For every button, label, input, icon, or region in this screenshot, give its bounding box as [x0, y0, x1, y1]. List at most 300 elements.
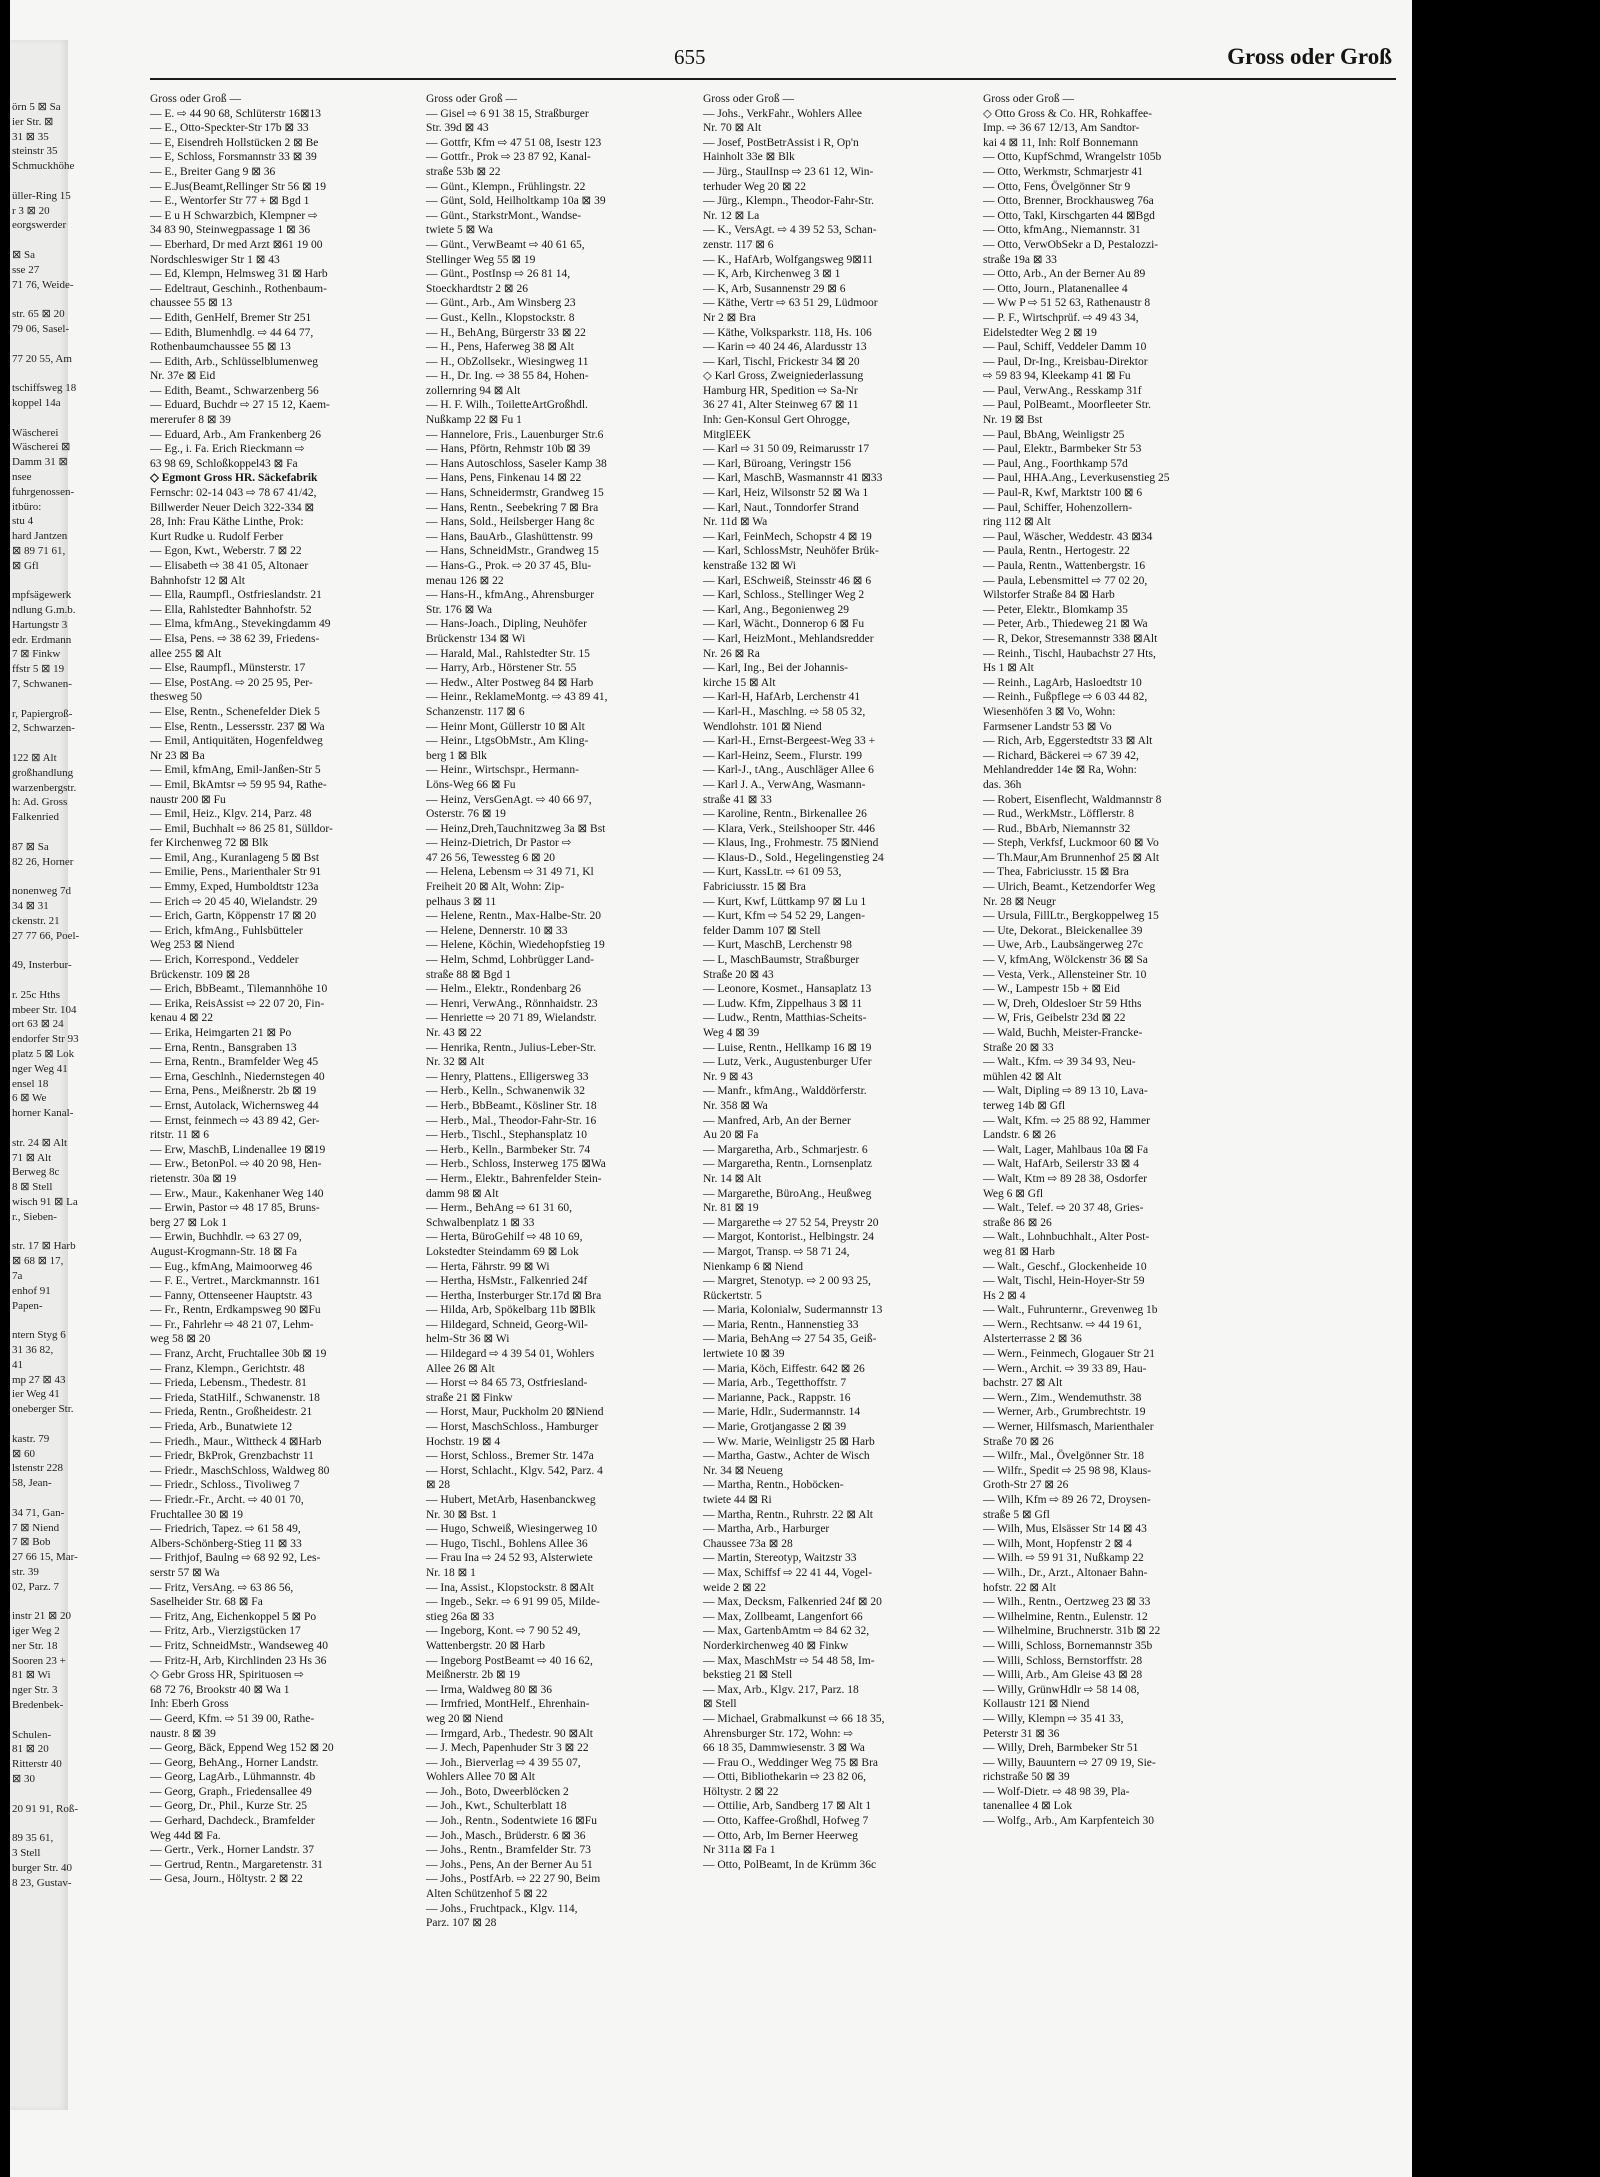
- directory-entry: — Wilh., Dr., Arzt., Altonaer Bahn-: [983, 1566, 1148, 1579]
- directory-entry: Weg 253 ⊠ Niend: [150, 939, 235, 952]
- binding-fragment: [12, 973, 68, 988]
- directory-entry: — Fr., Fahrlehr ⇨ 48 21 07, Lehm-: [150, 1318, 314, 1331]
- directory-entry: — Steph, Verkfsf, Luckmoor 60 ⊠ Vo: [983, 837, 1159, 850]
- directory-entry: Osterstr. 76 ⊠ 19: [426, 808, 506, 821]
- directory-entry: ritstr. 11 ⊠ 6: [150, 1129, 210, 1142]
- binding-fragment: nger Str. 3: [12, 1684, 58, 1697]
- directory-entry: berg 27 ⊠ Lok 1: [150, 1216, 228, 1229]
- directory-entry: — Herta, BüroGehilf ⇨ 48 10 69,: [426, 1231, 583, 1244]
- directory-entry: — Heinz-Dietrich, Dr Pastor ⇨: [426, 837, 572, 850]
- directory-entry: — Max, Decksm, Falkenried 24f ⊠ 20: [703, 1596, 882, 1609]
- directory-entry: — Hannelore, Fris., Lauenburger Str.6: [426, 428, 604, 441]
- directory-entry: — Karl, MaschB, Wasmannstr 41 ⊠33: [703, 472, 883, 485]
- binding-fragment: ner Str. 18: [12, 1639, 58, 1652]
- directory-entry: kenau 4 ⊠ 22: [150, 1012, 213, 1025]
- directory-entry: — Paula, Lebensmittel ⇨ 77 02 20,: [983, 574, 1148, 587]
- directory-entry: Fruchtallee 30 ⊠ 19: [150, 1508, 243, 1521]
- directory-entry: — Martin, Stereotyp, Waitzstr 33: [703, 1552, 857, 1565]
- directory-entry: — Maria, Rentn., Hannenstieg 33: [703, 1318, 859, 1331]
- directory-entry: — Karl-H., Ernst-Bergeest-Weg 33 +: [703, 735, 876, 748]
- directory-entry: Bahnhofstr 12 ⊠ Alt: [150, 574, 245, 587]
- directory-entry: — E, Schloss, Forsmannstr 33 ⊠ 39: [150, 151, 317, 164]
- directory-entry: — Henrika, Rentn., Julius-Leber-Str.: [426, 1041, 597, 1054]
- binding-fragment: [12, 1787, 68, 1802]
- directory-entry: helm-Str 36 ⊠ Wi: [426, 1333, 510, 1346]
- directory-entry: — Fritz, Arb., Vierzigstücken 17: [150, 1625, 301, 1638]
- directory-entry: — Helena, Lebensm ⇨ 31 49 71, Kl: [426, 866, 594, 879]
- binding-fragment: mbeer Str. 104: [12, 1003, 77, 1016]
- directory-entry: terhuder Weg 20 ⊠ 22: [703, 180, 807, 193]
- binding-fragment: str. 65 ⊠ 20: [12, 308, 65, 321]
- directory-entry: chaussee 55 ⊠ 13: [150, 297, 233, 310]
- directory-entry: — Egon, Kwt., Weberstr. 7 ⊠ 22: [150, 545, 302, 558]
- directory-entry: — Emmy, Exped, Humboldtstr 123a: [150, 881, 319, 894]
- directory-entry: — Reinh., Tischl, Haubachstr 27 Hts,: [983, 647, 1156, 660]
- directory-entry: — Franz, Klempn., Gerichtstr. 48: [150, 1362, 305, 1375]
- directory-entry: — Karin ⇨ 40 24 46, Alardusstr 13: [703, 341, 867, 354]
- directory-entry: Alsterterrasse 2 ⊠ 36: [983, 1333, 1082, 1346]
- binding-fragment: 41: [12, 1358, 23, 1371]
- directory-entry: — Günt., Arb., Am Winsberg 23: [426, 297, 576, 310]
- directory-entry: twiete 44 ⊠ Ri: [703, 1494, 772, 1506]
- binding-fragment: ⊠ Gfl: [12, 559, 39, 572]
- directory-entry: — E. ⇨ 44 90 68, Schlüterstr 16⊠13: [150, 107, 321, 120]
- directory-entry: — Heinz,Dreh,Tauchnitzweg 3a ⊠ Bst: [426, 822, 606, 835]
- directory-entry: — Otto, VerwObSekr a D, Pestalozzi-: [983, 238, 1159, 251]
- directory-entry: — Friedr., MaschSchloss, Waldweg 80: [150, 1464, 330, 1477]
- directory-entry: — Friedrich, Tapez. ⇨ 61 58 49,: [150, 1523, 301, 1536]
- directory-entry: — Emil, Buchhalt ⇨ 86 25 81, Sülldor-: [150, 822, 333, 835]
- binding-fragment: 58, Jean-: [12, 1477, 52, 1490]
- directory-entry: — Willy, Klempn ⇨ 35 41 33,: [983, 1712, 1124, 1725]
- directory-entry: — Kurt, Kwf, Lüttkamp 97 ⊠ Lu 1: [703, 895, 867, 908]
- binding-fragment: 27 77 66, Poel-: [12, 929, 80, 942]
- directory-entry: — Reinh., LagArb, Hasloedtstr 10: [983, 676, 1142, 689]
- directory-entry: — Wern., Rechtsanw. ⇨ 44 19 61,: [983, 1318, 1142, 1331]
- directory-entry: — Frithjof, Baulng ⇨ 68 92 92, Les-: [150, 1552, 321, 1565]
- directory-entry: Alten Schützenhof 5 ⊠ 22: [426, 1888, 548, 1901]
- directory-entry: — Paul, Wäscher, Weddestr. 43 ⊠34: [983, 530, 1153, 543]
- directory-entry: — Hertha, Insterburger Str.17d ⊠ Bra: [426, 1289, 602, 1302]
- directory-entry: — Paula, Rentn., Hertogestr. 22: [983, 545, 1130, 558]
- directory-entry: — Hans-Joach., Dipling, Neuhöfer: [426, 618, 587, 631]
- binding-fragment: ort 63 ⊠ 24: [12, 1018, 64, 1031]
- directory-entry: — Heinr., ReklameMontg. ⇨ 43 89 41,: [426, 691, 608, 704]
- directory-entry: pelhaus 3 ⊠ 11: [426, 895, 497, 908]
- directory-entry: Nr 2 ⊠ Bra: [703, 311, 756, 324]
- binding-fragment: ⊠ 89 71 61,: [12, 544, 66, 557]
- binding-fragment: 71 ⊠ Alt: [12, 1151, 52, 1164]
- directory-entry: allee 255 ⊠ Alt: [150, 647, 222, 660]
- directory-column-4: [983, 92, 1259, 2102]
- directory-entry: — Herb., Schloss, Insterweg 175 ⊠Wa: [426, 1158, 606, 1171]
- directory-entry: — Vesta, Verk., Allensteiner Str. 10: [983, 968, 1147, 981]
- directory-entry: bekstieg 21 ⊠ Stell: [703, 1669, 793, 1682]
- binding-fragment: ier Str. ⊠: [12, 115, 54, 128]
- directory-entry: Peterstr 31 ⊠ 36: [983, 1727, 1060, 1740]
- directory-entry: — Eg., i. Fa. Erich Rieckmann ⇨: [150, 443, 305, 456]
- directory-entry: — Georg, BehAng., Horner Landstr.: [150, 1756, 319, 1769]
- directory-entry: Höltystr. 2 ⊠ 22: [703, 1785, 779, 1798]
- directory-entry: — Walt, HafArb, Seilerstr 33 ⊠ 4: [983, 1158, 1140, 1171]
- directory-entry: — Richard, Bäckerei ⇨ 67 39 42,: [983, 749, 1139, 762]
- directory-entry: — Max, Arb., Klgv. 217, Parz. 18: [703, 1683, 859, 1696]
- binding-fragment: örn 5 ⊠ Sa: [12, 101, 61, 113]
- directory-entry: — Erika, Heimgarten 21 ⊠ Po: [150, 1027, 292, 1039]
- directory-entry: Straße 20 ⊠ 43: [703, 968, 774, 981]
- binding-fragment: [12, 1816, 68, 1831]
- directory-entry: — Edeltraut, Geschinh., Rothenbaum-: [150, 282, 327, 295]
- binding-fragment: 87 ⊠ Sa: [12, 840, 49, 853]
- directory-entry: — Michael, Grabmalkunst ⇨ 66 18 35,: [703, 1712, 885, 1725]
- binding-fragment: 77 20 55, Am: [12, 352, 72, 365]
- directory-entry: Hainholt 33e ⊠ Blk: [703, 151, 795, 164]
- directory-entry: — Erw., BetonPol. ⇨ 40 20 98, Hen-: [150, 1158, 322, 1171]
- directory-entry: — Karl, HeizMont., Mehlandsredder: [703, 632, 874, 645]
- directory-entry: — Paul-R, Kwf, Marktstr 100 ⊠ 6: [983, 487, 1143, 500]
- directory-entry: ring 112 ⊠ Alt: [983, 516, 1051, 529]
- directory-entry: — Karl, Wächt., Donnerop 6 ⊠ Fu: [703, 618, 865, 631]
- binding-fragment: itbüro:: [12, 500, 42, 513]
- directory-entry: — Gesa, Journ., Höltystr. 2 ⊠ 22: [150, 1873, 303, 1886]
- binding-fragment: [12, 1594, 68, 1609]
- directory-entry: — Erw, MaschB, Lindenallee 19 ⊠19: [150, 1143, 326, 1156]
- binding-fragment: 27 66 15, Mar-: [12, 1551, 78, 1564]
- directory-entry: Nr. 30 ⊠ Bst. 1: [426, 1508, 497, 1521]
- directory-entry: Nr. 18 ⊠ 1: [426, 1566, 476, 1579]
- directory-entry: — Hans Autoschloss, Saseler Kamp 38: [426, 457, 607, 470]
- directory-entry: — Erich, Korrespond., Veddeler: [150, 954, 299, 967]
- directory-entry: straße 5 ⊠ Gfl: [983, 1508, 1050, 1521]
- binding-fragment: edr. Erdmann: [12, 633, 72, 646]
- binding-fragment: großhandlung: [12, 766, 74, 779]
- binding-fragment: 8 ⊠ Stell: [12, 1181, 53, 1194]
- directory-entry: — Manfr., kfmAng., Walddörferstr.: [703, 1085, 867, 1098]
- directory-entry: — Irma, Waldweg 80 ⊠ 36: [426, 1683, 553, 1696]
- directory-entry: — Leonore, Kosmet., Hansaplatz 13: [703, 983, 872, 996]
- directory-entry: — Heinr., Wirtschspr., Hermann-: [426, 764, 579, 777]
- directory-entry: — Günt, Sold, Heilholtkamp 10a ⊠ 39: [426, 195, 606, 208]
- previous-page-edge: [10, 40, 80, 2110]
- directory-entry: Farmsener Landstr 53 ⊠ Vo: [983, 720, 1112, 733]
- binding-fragment: [12, 411, 68, 426]
- directory-entry: — Paul, Ang., Foorthkamp 57d: [983, 457, 1128, 470]
- directory-entry: — Karl-H, HafArb, Lerchenstr 41: [703, 691, 861, 704]
- binding-fragment: ndlung G.m.b.: [12, 604, 76, 617]
- binding-fragment: nger Weg 41: [12, 1062, 68, 1075]
- directory-entry: — Günt., PostInsp ⇨ 26 81 14,: [426, 268, 571, 281]
- running-head: Gross oder Groß: [1227, 44, 1392, 69]
- directory-entry: — Wern., Zim., Wendemuthstr. 38: [983, 1391, 1142, 1404]
- directory-entry: Wilstorfer Straße 84 ⊠ Harb: [983, 589, 1115, 602]
- directory-entry: — Max, Zollbeamt, Langenfort 66: [703, 1610, 863, 1623]
- directory-entry: — Heinr Mont, Güllerstr 10 ⊠ Alt: [426, 720, 585, 733]
- directory-entry: — Otto, KupfSchmd, Wrangelstr 105b: [983, 151, 1162, 164]
- directory-entry: — Walt., Lohnbuchhalt., Alter Post-: [983, 1231, 1150, 1244]
- directory-entry: — W, Fris, Geibelstr 23d ⊠ 22: [983, 1012, 1126, 1025]
- binding-fragment: Falkenried: [12, 811, 60, 824]
- directory-entry: Billwerder Neuer Deich 322-334 ⊠: [150, 501, 315, 514]
- directory-entry: — Erna, Rentn., Bramfelder Weg 45: [150, 1056, 319, 1069]
- directory-entry: — H., Dr. Ing. ⇨ 38 55 84, Hohen-: [426, 370, 589, 383]
- directory-entry: Hs 1 ⊠ Alt: [983, 662, 1034, 675]
- directory-entry: — Henri, VerwAng., Rönnhaidstr. 23: [426, 997, 598, 1010]
- directory-entry: Straße 70 ⊠ 26: [983, 1435, 1054, 1448]
- directory-entry: — Robert, Eisenflecht, Waldmannstr 8: [983, 793, 1162, 806]
- header-rule: [150, 78, 1396, 80]
- directory-entry: Saselheider Str. 68 ⊠ Fa: [150, 1596, 263, 1609]
- directory-entry: — Emil, Heiz., Klgv. 214, Parz. 48: [150, 808, 312, 821]
- directory-entry: — Joh., Bierverlag ⇨ 4 39 55 07,: [426, 1756, 581, 1769]
- directory-entry: — Uwe, Arb., Laubsängerweg 27c: [983, 939, 1143, 952]
- directory-entry: — Johs., Rentn., Bramfelder Str. 73: [426, 1844, 591, 1857]
- directory-entry: — Helm, Schmd, Lohbrügger Land-: [426, 954, 594, 967]
- binding-fragment: eorgswerder: [12, 219, 67, 232]
- binding-fragment: ier Weg 41: [12, 1388, 60, 1401]
- directory-entry: — Käthe, Volksparkstr. 118, Hs. 106: [703, 326, 872, 339]
- directory-entry: felder Damm 107 ⊠ Stell: [703, 924, 821, 937]
- directory-entry: — Fritz-H, Arb, Kirchlinden 23 Hs 36: [150, 1654, 327, 1667]
- directory-entry: — Eug., kfmAng, Maimoorweg 46: [150, 1260, 312, 1273]
- directory-entry: — Paul, Schiff, Veddeler Damm 10: [983, 341, 1147, 354]
- directory-entry: — W, Dreh, Oldesloer Str 59 Hths: [983, 997, 1142, 1010]
- directory-entry: Landstr. 6 ⊠ 26: [983, 1129, 1056, 1142]
- binding-fragment: tschiffsweg 18: [12, 382, 77, 395]
- directory-entry: — Gertrud, Rentn., Margaretenstr. 31: [150, 1858, 323, 1871]
- binding-fragment: instr 21 ⊠ 20: [12, 1610, 72, 1623]
- directory-entry: — Rud., BbArb, Niemannstr 32: [983, 822, 1131, 835]
- directory-entry: — Wilfr., Mal., Övelgönner Str. 18: [983, 1450, 1144, 1463]
- directory-entry: — Karl J. A., VerwAng, Wasmann-: [703, 778, 866, 791]
- directory-entry: ⊠ Stell: [703, 1698, 737, 1711]
- directory-entry: — Else, Raumpfl., Münsterstr. 17: [150, 662, 306, 675]
- directory-entry: Nr. 81 ⊠ 19: [703, 1202, 759, 1215]
- directory-entry: — Käthe, Vertr ⇨ 63 51 29, Lüdmoor: [703, 297, 878, 310]
- binding-fragment: steinstr 35: [12, 145, 58, 158]
- directory-entry: — R, Dekor, Stresemannstr 338 ⊠Alt: [983, 632, 1158, 645]
- directory-entry: weg 58 ⊠ 20: [150, 1333, 211, 1346]
- directory-entry: Brückenstr. 109 ⊠ 28: [150, 968, 250, 981]
- directory-entry: — H., Pens, Haferweg 38 ⊠ Alt: [426, 341, 574, 354]
- directory-entry: Weg 6 ⊠ Gfl: [983, 1187, 1044, 1200]
- directory-entry: zollernring 94 ⊠ Alt: [426, 384, 521, 397]
- binding-fragment: Ritterstr 40: [12, 1758, 62, 1771]
- directory-entry: — Irmfried, MontHelf., Ehrenhain-: [426, 1698, 590, 1711]
- directory-entry: straße 53b ⊠ 22: [426, 165, 501, 178]
- binding-fragment: ⊠ 68 ⊠ 17,: [12, 1255, 64, 1268]
- directory-entry: — Wilh, Mus, Elsässer Str 14 ⊠ 43: [983, 1523, 1147, 1536]
- directory-entry: Wiesenhöfen 3 ⊠ Vo, Wohn:: [983, 705, 1116, 718]
- directory-entry: — Hans, Sold., Heilsberger Hang 8c: [426, 516, 595, 529]
- directory-entry: — Otto, Brenner, Brockhausweg 76a: [983, 195, 1154, 208]
- directory-entry: — Walt, Ktm ⇨ 89 28 38, Osdorfer: [983, 1172, 1148, 1185]
- directory-entry: — Edith, Arb., Schlüsselblumenweg: [150, 355, 319, 368]
- binding-fragment: 20 91 91, Roß-: [12, 1802, 78, 1815]
- directory-entry: — Ursula, FillLtr., Bergkoppelweg 15: [983, 910, 1159, 923]
- directory-entry: Str. 176 ⊠ Wa: [426, 603, 493, 616]
- directory-entry: — Wilfr., Spedit ⇨ 25 98 98, Klaus-: [983, 1464, 1152, 1477]
- directory-entry: — Horst, Maur, Puckholm 20 ⊠Niend: [426, 1406, 604, 1419]
- directory-entry: — Otti, Bibliothekarin ⇨ 23 82 06,: [703, 1771, 866, 1784]
- directory-entry: — Paul, HHA.Ang., Leverkusenstieg 25: [983, 472, 1170, 485]
- directory-entry: — Jürg., Klempn., Theodor-Fahr-Str.: [703, 195, 874, 208]
- directory-entry: Nr. 43 ⊠ 22: [426, 1027, 482, 1039]
- directory-entry: Ahrensburger Str. 172, Wohn: ⇨: [703, 1727, 854, 1740]
- directory-entry: — W., Lampestr 15b + ⊠ Eid: [983, 983, 1120, 996]
- binding-fragment: 6 ⊠ We: [12, 1092, 47, 1105]
- binding-fragment: nsee: [12, 470, 32, 483]
- directory-entry: thesweg 50: [150, 691, 203, 704]
- directory-entry: — Karl, FeinMech, Schopstr 4 ⊠ 19: [703, 530, 872, 543]
- directory-entry: — Josef, PostBetrAssist i R, Op'n: [703, 136, 859, 149]
- directory-entry: — Margaretha, Arb., Schmarjestr. 6: [703, 1143, 868, 1156]
- directory-entry: — Maria, Kolonialw, Sudermannstr 13: [703, 1304, 883, 1317]
- directory-entry: — Johs., Fruchtpack., Klgv. 114,: [426, 1902, 578, 1915]
- binding-fragment: [12, 292, 68, 307]
- binding-fragment: 7 ⊠ Finkw: [12, 648, 61, 661]
- binding-fragment: Damm 31 ⊠: [12, 456, 68, 469]
- directory-entry: — Maria, Köch, Eiffestr. 642 ⊠ 26: [703, 1362, 865, 1375]
- directory-entry: — H. F. Wilh., ToiletteArtGroßhdl.: [426, 399, 588, 412]
- binding-fragment: kastr. 79: [12, 1432, 50, 1445]
- binding-fragment: [12, 174, 68, 189]
- binding-fragment: 7 ⊠ Bob: [12, 1536, 51, 1549]
- directory-entry: — Wolf-Dietr. ⇨ 48 98 39, Pla-: [983, 1785, 1130, 1798]
- directory-entry: — Kurt, Kfm ⇨ 54 52 29, Langen-: [703, 910, 865, 923]
- directory-entry: rietenstr. 30a ⊠ 19: [150, 1172, 237, 1185]
- binding-fragment: nonenweg 7d: [12, 885, 71, 898]
- binding-fragment: Sooren 23 +: [12, 1654, 66, 1667]
- directory-entry: — Fanny, Ottenseener Hauptstr. 43: [150, 1289, 313, 1302]
- directory-entry: — Ella, Rahlstedter Bahnhofstr. 52: [150, 603, 312, 616]
- directory-entry: bachstr. 27 ⊠ Alt: [983, 1377, 1063, 1390]
- directory-entry: Wattenbergstr. 20 ⊠ Harb: [426, 1639, 545, 1652]
- directory-entry: — Else, Rentn., Schenefelder Diek 5: [150, 705, 320, 718]
- binding-fragment: r. 25c Hths: [12, 988, 60, 1001]
- directory-entry: — Georg, Graph., Friedensallee 49: [150, 1785, 312, 1798]
- directory-entry: berg 1 ⊠ Blk: [426, 749, 487, 762]
- directory-entry: — Karoline, Rentn., Birkenallee 26: [703, 808, 867, 821]
- binding-fragment: ntern Styg 6: [12, 1329, 66, 1342]
- binding-fragment: mp 27 ⊠ 43: [12, 1373, 66, 1386]
- directory-entry: Hochstr. 19 ⊠ 4: [426, 1435, 501, 1448]
- directory-entry: Nienkamp 6 ⊠ Niend: [703, 1260, 804, 1273]
- directory-entry: — K, Arb, Susannenstr 29 ⊠ 6: [703, 282, 846, 295]
- directory-entry: — Wilhelmine, Bruchnerstr. 31b ⊠ 22: [983, 1625, 1161, 1638]
- directory-entry: — Fr., Rentn, Erdkampsweg 90 ⊠Fu: [150, 1304, 321, 1317]
- directory-entry: — Hans, Schneidermstr, Grandweg 15: [426, 487, 604, 500]
- directory-entry: das. 36h: [983, 778, 1022, 791]
- directory-entry: — Karl ⇨ 31 50 09, Reimarusstr 17: [703, 443, 870, 456]
- directory-entry: — Hilda, Arb, Spökelbarg 11b ⊠Blk: [426, 1304, 596, 1317]
- directory-entry: — Else, Rentn., Lessersstr. 237 ⊠ Wa: [150, 720, 325, 733]
- binding-fragment: warzenbergstr.: [12, 781, 77, 794]
- directory-entry: Gross oder Groß —: [983, 93, 1075, 105]
- directory-entry: — Hugo, Schweiß, Wiesingerweg 10: [426, 1523, 598, 1536]
- directory-entry: — Frau Ina ⇨ 24 52 93, Alsterwiete: [426, 1552, 593, 1565]
- directory-entry: Allee 26 ⊠ Alt: [426, 1362, 495, 1375]
- directory-entry: — Gust., Kelln., Klopstockstr. 8: [426, 311, 575, 324]
- directory-entry: straße 88 ⊠ Bgd 1: [426, 968, 512, 981]
- directory-entry: — Marie, Grotjangasse 2 ⊠ 39: [703, 1421, 847, 1434]
- binding-fragment: 31 36 82,: [12, 1343, 54, 1356]
- directory-entry: Schanzenstr. 117 ⊠ 6: [426, 705, 525, 718]
- directory-entry: — Joh., Rentn., Sodentwiete 16 ⊠Fu: [426, 1815, 597, 1828]
- directory-entry: — Joh., Kwt., Schulterblatt 18: [426, 1800, 567, 1813]
- binding-fragment: iger Weg 2: [12, 1625, 60, 1638]
- directory-entry: Straße 20 ⊠ 33: [983, 1041, 1054, 1054]
- directory-entry: tanenallee 4 ⊠ Lok: [983, 1800, 1073, 1813]
- directory-entry: Weg 4 ⊠ 39: [703, 1027, 760, 1039]
- directory-entry: — Wald, Buchh, Meister-Francke-: [983, 1027, 1143, 1039]
- directory-entry: hofstr. 22 ⊠ Alt: [983, 1581, 1056, 1594]
- directory-entry: — L, MaschBaumstr, Straßburger: [703, 954, 860, 967]
- binding-fragment: ensel 18: [12, 1077, 49, 1090]
- directory-entry: ◇ Karl Gross, Zweigniederlassung: [703, 370, 864, 383]
- binding-fragment: 79 06, Sasel-: [12, 322, 70, 335]
- directory-entry: — Wern., Archit. ⇨ 39 33 89, Hau-: [983, 1362, 1147, 1375]
- directory-entry: — Friedh., Maur., Wittheck 4 ⊠Harb: [150, 1435, 322, 1448]
- directory-entry: kirche 15 ⊠ Alt: [703, 676, 776, 689]
- directory-entry: Nr. 28 ⊠ Neugr: [983, 895, 1056, 908]
- directory-entry: — Margarethe, BüroAng., Heußweg: [703, 1187, 872, 1200]
- directory-entry: — Willi, Schloss, Bernstorffstr. 28: [983, 1654, 1143, 1667]
- directory-entry: — Horst, MaschSchloss., Hamburger: [426, 1421, 599, 1434]
- binding-fragment: 82 26, Horner: [12, 855, 74, 868]
- directory-entry: — Eduard, Buchdr ⇨ 27 15 12, Kaem-: [150, 399, 330, 412]
- binding-fragment: stu 4: [12, 515, 34, 528]
- binding-fragment: 8 23, Gustav-: [12, 1876, 72, 1889]
- directory-entry: stieg 26a ⊠ 33: [426, 1610, 495, 1623]
- directory-entry: — Frieda, Lebensm., Thedestr. 81: [150, 1377, 307, 1390]
- directory-column-3: [703, 92, 975, 2102]
- binding-fragment: 02, Parz. 7: [12, 1580, 60, 1593]
- binding-fragment: 71 76, Weide-: [12, 278, 74, 291]
- binding-fragment: 81 ⊠ Wi: [12, 1669, 51, 1682]
- directory-entry: Lokstedter Steindamm 69 ⊠ Lok: [426, 1245, 579, 1258]
- directory-entry: — Karl, Ang., Begonienweg 29: [703, 603, 849, 616]
- directory-entry: — E., Wentorfer Str 77 + ⊠ Bgd 1: [150, 195, 310, 208]
- directory-entry: — Herta, Fährstr. 99 ⊠ Wi: [426, 1260, 550, 1273]
- directory-entry: — V, kfmAng, Wölckenstr 36 ⊠ Sa: [983, 954, 1148, 967]
- directory-entry: — Hans, Pens, Finkenau 14 ⊠ 22: [426, 472, 582, 485]
- binding-fragment: ⊠ 30: [12, 1773, 35, 1786]
- directory-entry: — Ingeborg PostBeamt ⇨ 40 16 62,: [426, 1654, 593, 1667]
- binding-fragment: 31 ⊠ 35: [12, 130, 49, 143]
- binding-fragment: Wäscherei ⊠: [12, 441, 71, 454]
- directory-entry: — Martha, Arb., Harburger: [703, 1523, 830, 1536]
- directory-entry: — Emil, BkAmtsr ⇨ 59 95 94, Rathe-: [150, 778, 327, 791]
- binding-fragment: ckenstr. 21: [12, 914, 60, 927]
- directory-entry: — Willy, Dreh, Barmbeker Str 51: [983, 1742, 1139, 1755]
- directory-entry: — Peter, Elektr., Blomkamp 35: [983, 603, 1128, 616]
- directory-entry: weide 2 ⊠ 22: [703, 1581, 766, 1594]
- directory-entry: 34 83 90, Steinwegpassage 1 ⊠ 36: [150, 224, 311, 237]
- directory-entry: — Klaus, Ing., Frohmestr. 75 ⊠Niend: [703, 837, 879, 850]
- directory-entry: — Walt, Dipling ⇨ 89 13 10, Lava-: [983, 1085, 1148, 1098]
- directory-page: [10, 0, 1412, 2177]
- directory-entry: — Gerhard, Dachdeck., Bramfelder: [150, 1815, 315, 1828]
- previous-page-text-fragments: [10, 40, 80, 1890]
- directory-entry: Nußkamp 22 ⊠ Fu 1: [426, 414, 522, 427]
- directory-entry: — Paul, PolBeamt., Moorfleeter Str.: [983, 399, 1152, 412]
- directory-entry: Norderkirchenweg 40 ⊠ Finkw: [703, 1639, 849, 1652]
- directory-entry: — Ingeb., Sekr. ⇨ 6 91 99 05, Milde-: [426, 1596, 600, 1609]
- directory-entry: — Karl, Tischl, Frickestr 34 ⊠ 20: [703, 355, 860, 368]
- directory-entry: Nordschleswiger Str 1 ⊠ 43: [150, 253, 280, 266]
- binding-fragment: 89 35 61,: [12, 1832, 54, 1845]
- binding-fragment: lstenstr 228: [12, 1462, 64, 1475]
